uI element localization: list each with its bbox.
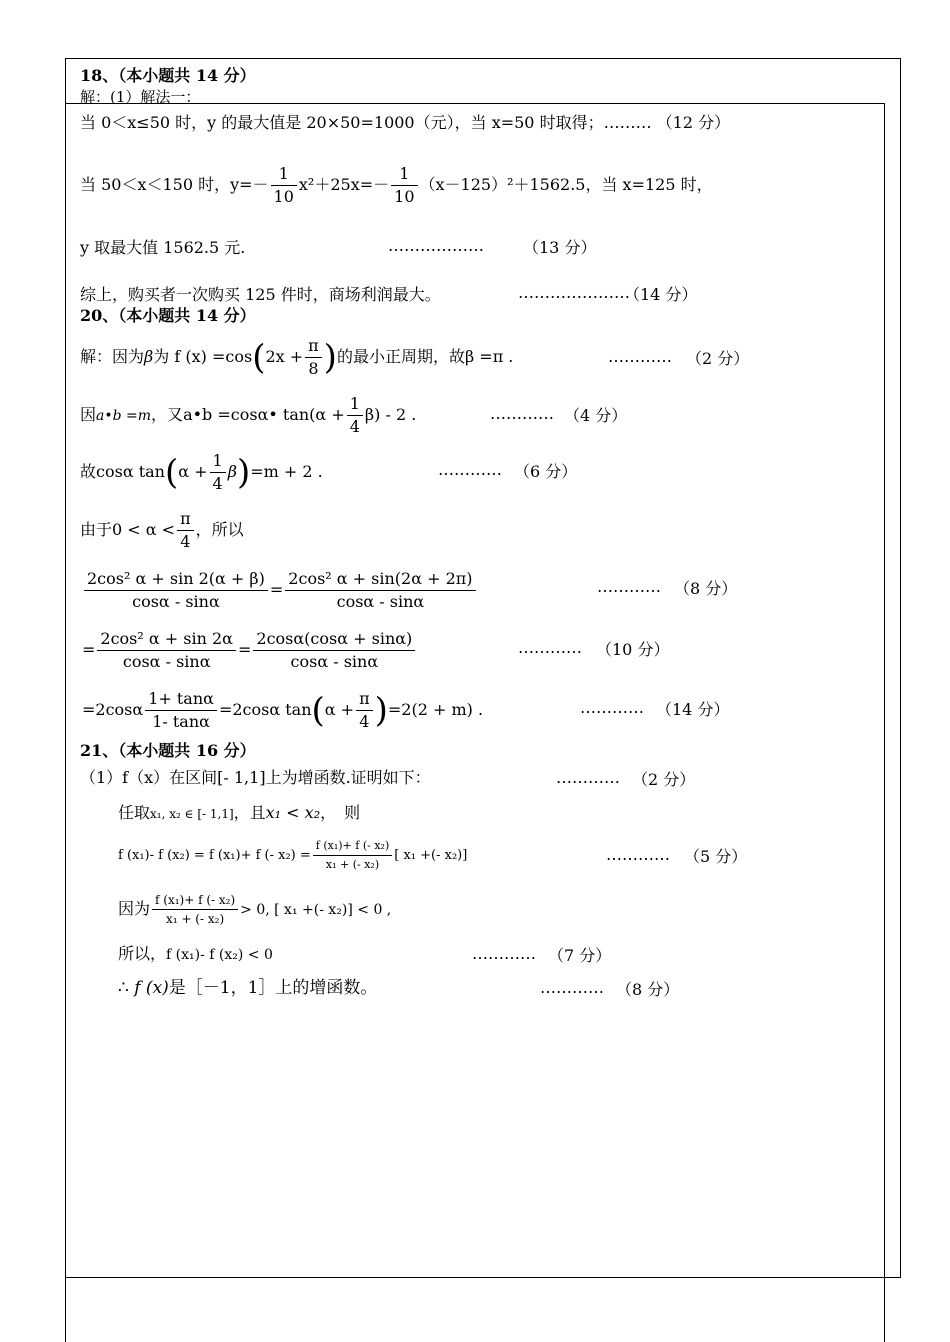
q20-title: 20、（本小题共 14 分） <box>80 306 256 325</box>
q18-line4-score: （14 分） <box>624 285 698 304</box>
q18-line4-dots: ………………… <box>518 283 630 302</box>
q18-line3-score: （13 分） <box>523 238 597 257</box>
q20-line6: = $\frac{\text{2cos² α + sin 2α}}{\cos\alpha - \sin\alpha}$ = $\frac{2\cos\alpha(\cos\alpha + \sin\alpha)}{\cos\alpha - \sin\alpha}$ <box>82 624 417 676</box>
q21-line3-score: （5 分） <box>684 847 748 866</box>
q20-line7-score: （14 分） <box>656 700 730 719</box>
q18-line2-frac1: $\frac{1}{10}$ <box>271 163 297 208</box>
q20-line2-score: （4 分） <box>564 406 628 425</box>
q20-line1-dots: ………… <box>608 347 672 366</box>
q20-f-expr: f (x) =cos <box>174 347 253 366</box>
q20-vector-dot: a•b =m <box>96 408 152 424</box>
q20-line7-dots: ………… <box>580 698 644 717</box>
q18-line2-frac2: $\frac{1}{10}$ <box>391 163 417 208</box>
q20-line3-dots: ………… <box>438 460 502 479</box>
q21-line6-dots: ………… <box>540 978 604 997</box>
q21-line1-score: （2 分） <box>632 770 696 789</box>
q18-line2-c: （x－125）²＋1562.5，当 x=125 时， <box>419 175 713 194</box>
q20-line5-dots: ………… <box>597 577 661 596</box>
q21-line4: 因为 $\frac{\text{f (x₁)+ f (- x₂)}}{\text{x₁ + (- x₂)}}$ > 0, [ x₁ +(- x₂)] < 0 , <box>118 893 392 926</box>
q20-line3: 故cosα tan(α + $\frac{1}{4}$ β)=m + 2 . <box>80 451 323 493</box>
q20-line3-score: （6 分） <box>514 462 578 481</box>
q21-line5-score: （7 分） <box>548 946 612 965</box>
q21-line5: 所以，f (x₁)- f (x₂) < 0 <box>118 944 273 963</box>
q20-line2-dots: ………… <box>490 404 554 423</box>
q20-line7: =2cosα $\frac{1+ \tan\alpha}{1- \tan\alpha}$ =2cosα tan(α + $\frac{\pi}{4}$ )=2(2 + m) . <box>82 689 484 731</box>
q20-line6-score: （10 分） <box>596 640 670 659</box>
q21-title: 21、（本小题共 16 分） <box>80 741 256 760</box>
q21-line3: f (x₁)- f (x₂) = f (x₁)+ f (- x₂) = $\frac{\text{f (x₁)+ f (- x₂)}}{\text{x₁ + (- x₂)}}$ [ x₁ +(- x₂)] <box>118 839 468 871</box>
q18-line3: y 取最大值 1562.5 元. <box>80 238 246 257</box>
q20-vector-expr: a•b =cosα• tan(α + <box>183 405 345 424</box>
q21-line5-dots: ………… <box>472 944 536 963</box>
q18-line2 <box>80 160 713 210</box>
q20-line6-dots: ………… <box>518 638 582 657</box>
q18-title: 18、（本小题共 14 分） <box>80 66 256 85</box>
q20-line5: $\frac{\text{2cos² α + sin 2(α + β)}}{\cos\alpha - \sin\alpha}$ = $\frac{\text{2cos² α + sin(2α + 2π)}}{\cos\alpha - \sin\alpha}$ <box>82 564 478 616</box>
q20-line1-score: （2 分） <box>686 349 750 368</box>
q20-line5-score: （8 分） <box>674 579 738 598</box>
therefore-icon: ∴ <box>118 978 129 998</box>
q21-line3-dots: ………… <box>606 845 670 864</box>
q21-line1-dots: ………… <box>556 768 620 787</box>
q20-line1: 解：因为β为 f (x) =cos(2x + $\frac{\pi}{8}$ )的最小正周期，故β =π . <box>80 336 514 378</box>
q21-line6-score: （8 分） <box>616 980 680 999</box>
q21-line2: 任取x₁, x₂ ∈ [- 1,1]，且x₁ < x₂， 则 <box>118 803 361 822</box>
q18-line4: 综上，购买者一次购买 125 件时，商场利润最大。 <box>80 285 441 304</box>
q20-line2: 因a•b =m，又a•b =cosα• tan(α + $\frac{1}{4}$ β) - 2 . <box>80 394 417 436</box>
q20-line4: 由于0 < α < $\frac{\pi}{4}$ ，所以 <box>80 509 244 551</box>
q18-line2-a: 当 50＜x＜150 时，y=－ <box>80 175 269 194</box>
q21-line6: ∴ f (x)是［－1，1］上的增函数。 <box>118 978 378 998</box>
q18-intro: 解：(1）解法一： <box>80 88 201 106</box>
q18-line1: 当 0＜x≤50 时，y 的最大值是 20×50=1000（元），当 x=50 时取得；……… （12 分） <box>80 113 731 132</box>
q18-line3-dots: ……………… <box>388 236 484 255</box>
q18-line2-b: x²＋25x=－ <box>298 175 390 194</box>
q21-line1: （1）f（x）在区间[- 1,1]上为增函数.证明如下： <box>80 768 431 787</box>
